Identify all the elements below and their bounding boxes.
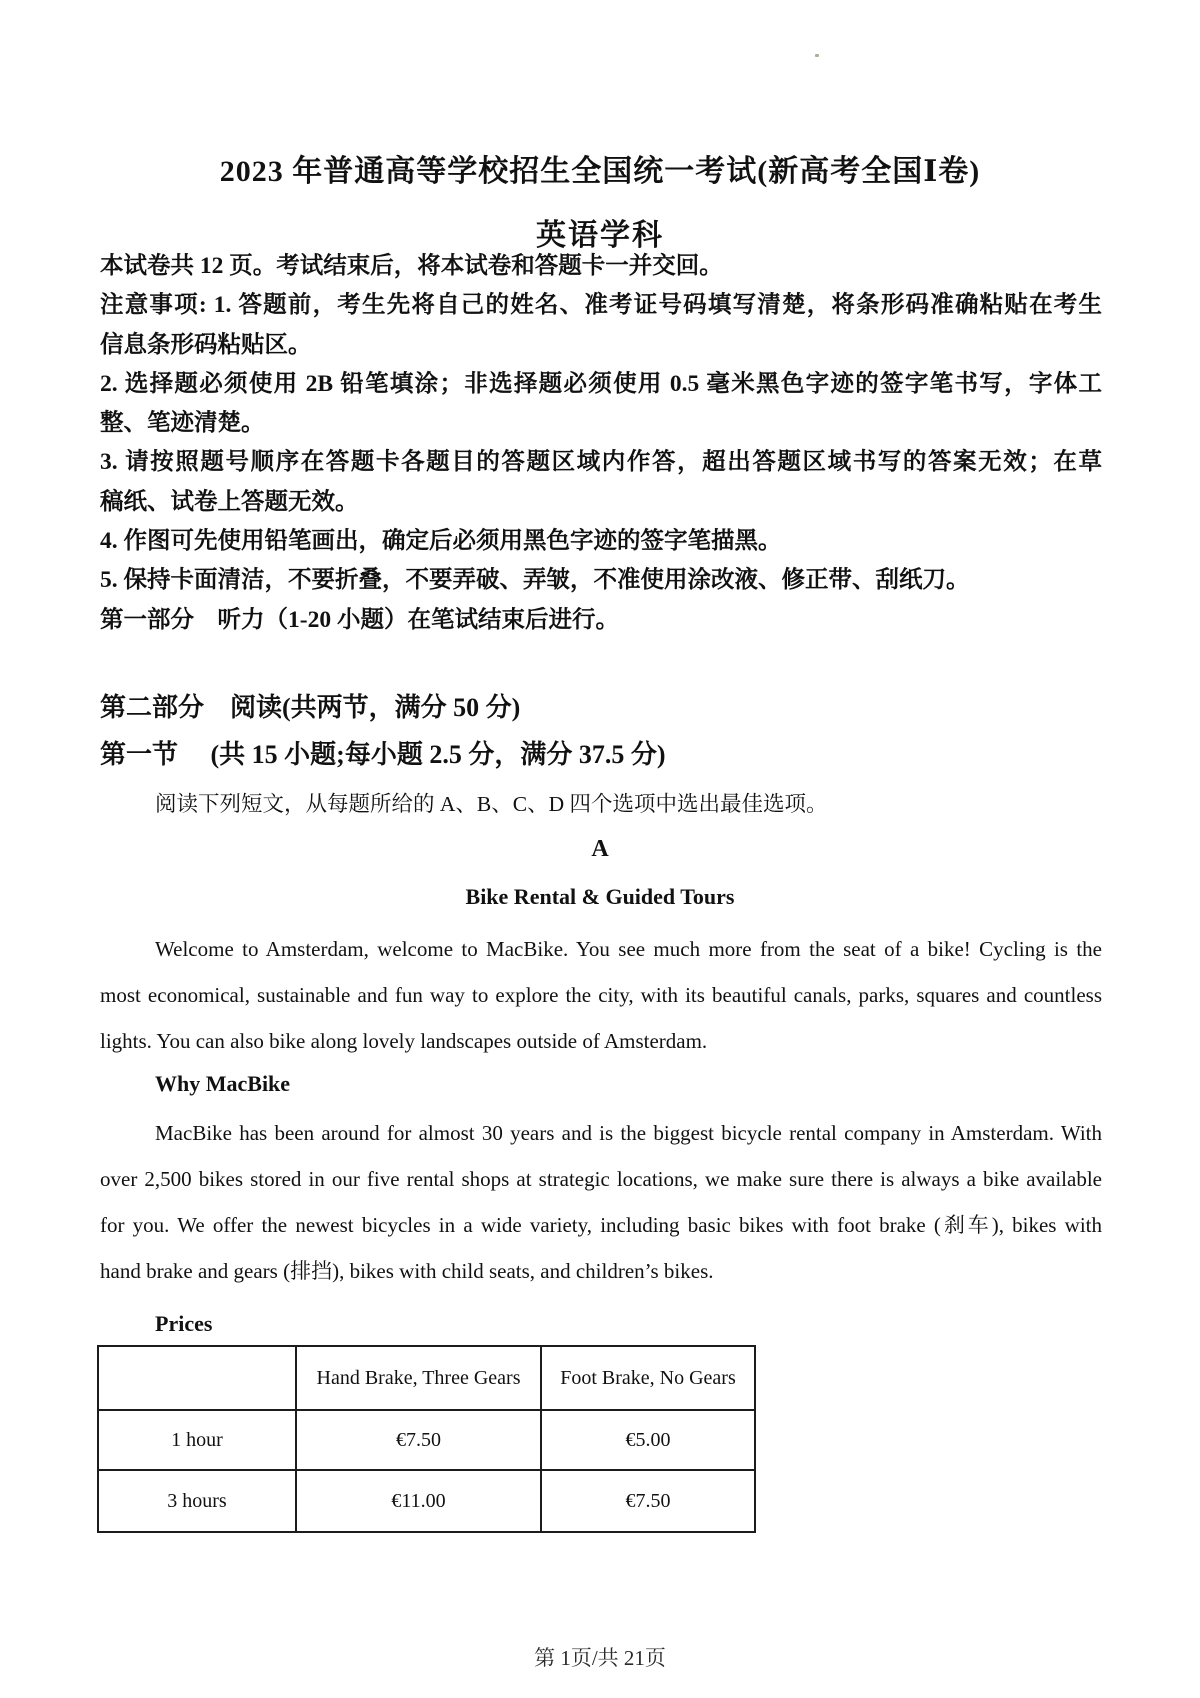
table-cell-price: €7.50: [296, 1410, 541, 1470]
instruction-line: 5. 保持卡面清洁，不要折叠，不要弄破、弄皱，不准使用涂改液、修正带、刮纸刀。: [100, 567, 970, 594]
table-cell-price: €5.00: [541, 1410, 755, 1470]
passage-paragraph-1: [100, 926, 1102, 1064]
table-cell-duration: 1 hour: [98, 1410, 296, 1470]
table-cell-price: €7.50: [541, 1470, 755, 1532]
why-macbike-heading: Why MacBike: [155, 1071, 291, 1096]
paragraph-line: over 2,500 bikes stored in our five rental shops at strategic locations, we make sure there is always a bike available: [100, 1167, 1102, 1191]
paragraph-line: most economical, sustainable and fun way to explore the city, with its beautiful canals, parks, squares and countless: [100, 983, 1102, 1007]
table-cell-price: €11.00: [296, 1470, 541, 1532]
instruction-line: 3. 请按照题号顺序在答题卡各题目的答题区域内作答，超出答题区域书写的答案无效；在草: [100, 449, 1102, 476]
paragraph-line: MacBike has been around for almost 30 years and is the biggest bicycle rental company in Amsterdam. With: [155, 1121, 1102, 1145]
instruction-line: 2. 选择题必须使用 2B 铅笔填涂；非选择题必须使用 0.5 毫米黑色字迹的签字笔书写，字体工: [100, 370, 1102, 397]
part1-listening-note: 第一部分 听力（1-20 小题）在笔试结束后进行。: [100, 606, 619, 633]
table-header-cell-empty: [98, 1346, 296, 1410]
instruction-line: 本试卷共 12 页。考试结束后，将本试卷和答题卡一并交回。: [100, 253, 723, 279]
exam-subject-title: 英语学科: [536, 219, 664, 252]
reading-directions: 阅读下列短文，从每题所给的 A、B、C、D 四个选项中选出最佳选项。: [155, 792, 828, 816]
section1-heading: 第一节 (共 15 小题;每小题 2.5 分，满分 37.5 分): [100, 740, 666, 769]
instruction-line: 整、笔迹清楚。: [100, 410, 265, 437]
instruction-line: 信息条形码粘贴区。: [100, 331, 312, 358]
passage-title: Bike Rental & Guided Tours: [465, 884, 735, 909]
page-number-footer: 第 1页/共 21页: [534, 1646, 666, 1670]
table-cell-duration: 3 hours: [98, 1470, 296, 1532]
instruction-line: 注意事项: 1. 答题前，考生先将自己的姓名、准考证号码填写清楚，将条形码准确粘贴在考生: [100, 292, 1102, 319]
instruction-line: 4. 作图可先使用铅笔画出，确定后必须用黑色字迹的签字笔描黑。: [100, 528, 782, 555]
table-row: [98, 1470, 755, 1532]
paragraph-line: lights. You can also bike along lovely landscapes outside of Amsterdam.: [100, 1029, 708, 1053]
table-header-cell-foot-brake: Foot Brake, No Gears: [541, 1346, 755, 1410]
scan-artifact-dot: [815, 54, 819, 57]
exam-instructions: [100, 247, 1102, 640]
paragraph-line: for you. We offer the newest bicycles in a wide variety, including basic bikes with foot brake (刹车), bikes with: [100, 1213, 1102, 1237]
prices-heading: Prices: [155, 1311, 213, 1336]
price-table: [97, 1345, 756, 1533]
paragraph-line: Welcome to Amsterdam, welcome to MacBike. You see much more from the seat of a bike! Cycling is the: [155, 937, 1102, 961]
instruction-line: 稿纸、试卷上答题无效。: [100, 488, 359, 515]
exam-title: 2023 年普通高等学校招生全国统一考试(新高考全国Ⅰ卷): [219, 155, 981, 188]
table-row: [98, 1410, 755, 1470]
table-header-cell-hand-brake: Hand Brake, Three Gears: [296, 1346, 541, 1410]
table-header-row: [98, 1346, 755, 1410]
passage-label: A: [591, 836, 609, 862]
paragraph-line: hand brake and gears (排挡), bikes with child seats, and children’s bikes.: [100, 1259, 714, 1283]
part2-heading: 第二部分 阅读(共两节，满分 50 分): [100, 693, 521, 722]
passage-paragraph-2: [100, 1110, 1102, 1294]
